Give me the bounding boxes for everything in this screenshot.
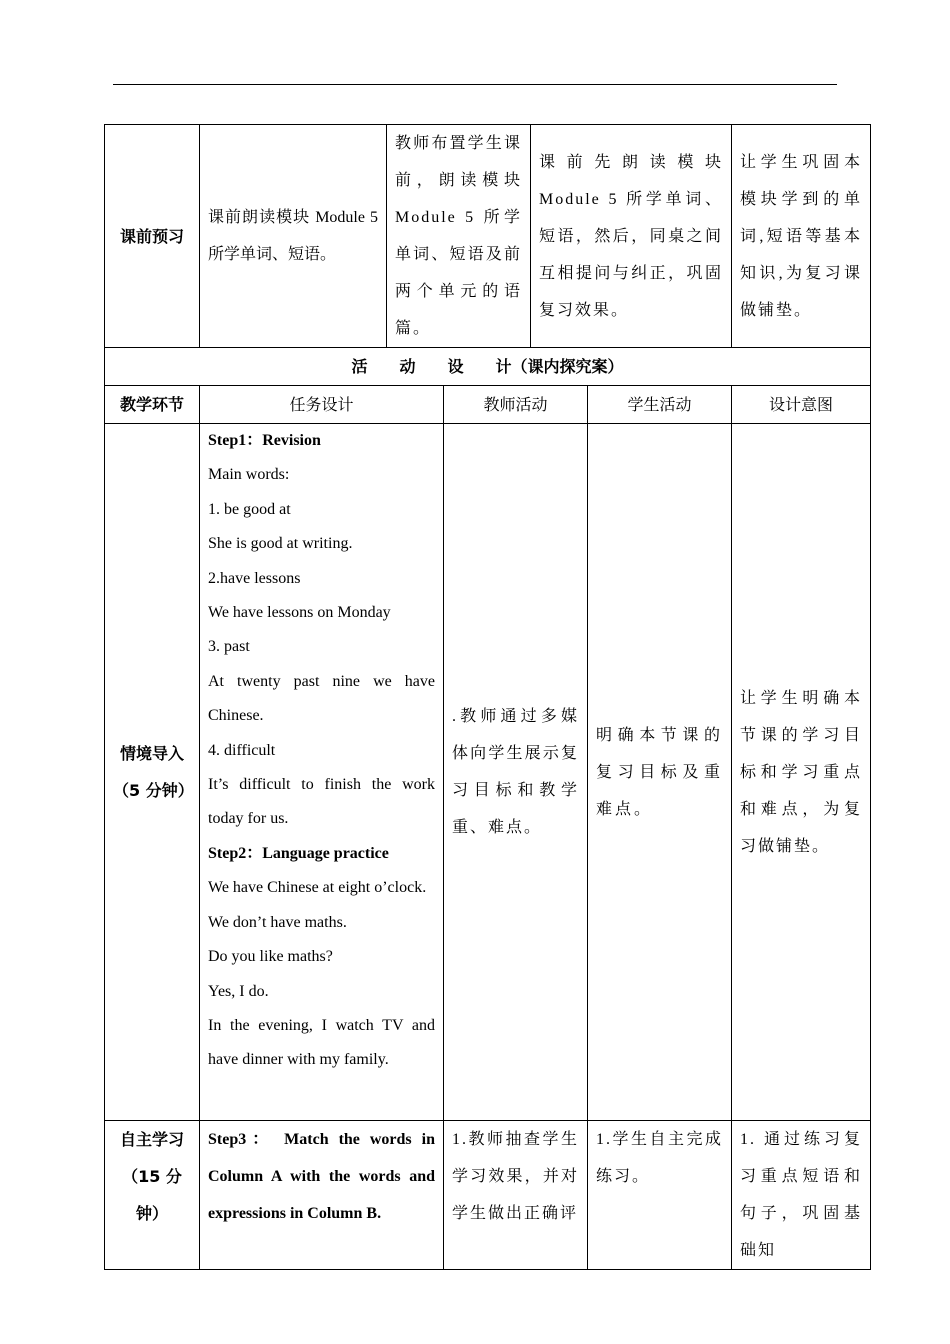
preview-intent: 让学生巩固本模块学到的单词,短语等基本知识,为复习课做铺垫。	[732, 125, 871, 348]
self-study-row	[105, 1121, 871, 1270]
preview-student: 课前先朗读模块 Module 5 所学单词、短语，然后，同桌之间互相提问与纠正，巩固复习效果。	[531, 125, 732, 348]
self-label-line2: （15 分钟）	[122, 1167, 182, 1223]
banner-char-2: 动	[399, 357, 416, 376]
header-teacher: 教师活动	[444, 386, 588, 424]
intro-label-line2: （5 分钟）	[113, 781, 194, 800]
banner-char-3: 设	[447, 357, 464, 376]
intro-task	[200, 424, 444, 1121]
header-rule	[113, 84, 837, 85]
task-line-10: It’s difficult to finish the work today for us.	[208, 776, 435, 828]
self-label-line1: 自主学习	[119, 1130, 184, 1149]
task-line-8: At twenty past nine we have Chinese.	[208, 672, 435, 725]
header-task: 任务设计	[200, 386, 444, 424]
activity-design-banner	[105, 348, 871, 386]
task-line-12: We have Chinese at eight o’clock.	[208, 879, 427, 897]
lesson-plan-table	[104, 124, 870, 1270]
header-intent: 设计意图	[732, 386, 871, 424]
task-line-6: We have lessons on Monday	[208, 604, 391, 622]
preview-label: 课前预习	[105, 125, 200, 348]
intro-label-line1: 情境导入	[119, 744, 184, 763]
header-student: 学生活动	[588, 386, 732, 424]
self-task: Step3： Match the words in Column A with the words and expressions in Column B.	[200, 1121, 444, 1270]
task-line-3: 1. be good at	[208, 500, 291, 518]
task-line-4: She is good at writing.	[208, 535, 353, 553]
self-label	[105, 1121, 200, 1270]
self-teacher: 1.教师抽查学生学习效果，并对学生做出正确评	[444, 1121, 588, 1270]
banner-char-1: 活	[351, 357, 368, 376]
task-line-15: Yes, I do.	[208, 982, 269, 1000]
task-line-14: Do you like maths?	[208, 948, 333, 966]
banner-row	[105, 348, 871, 386]
task-line-11: Step2：Language practice	[208, 844, 389, 862]
task-line-13: We don’t have maths.	[208, 913, 347, 931]
task-line-2: Main words:	[208, 466, 290, 484]
banner-char-4: 计（课内探究案）	[495, 357, 624, 376]
intro-teacher: .教师通过多媒体向学生展示复习目标和教学重、难点。	[444, 424, 588, 1121]
header-row	[105, 386, 871, 424]
preview-task: 课前朗读模块 Module 5 所学单词、短语。	[200, 125, 387, 348]
task-line-9: 4. difficult	[208, 741, 276, 759]
self-intent: 1. 通过练习复习重点短语和句子，巩固基础知	[732, 1121, 871, 1270]
task-line-7: 3. past	[208, 638, 250, 656]
task-line-1: Step1：Revision	[208, 432, 321, 449]
intro-student: 明确本节课的复习目标及重难点。	[588, 424, 732, 1121]
preview-teacher: 教师布置学生课前，朗读模块 Module 5 所学单词、短语及前两个单元的语篇。	[387, 125, 531, 348]
task-line-16: In the evening, I watch TV and have dinner with my family.	[208, 1016, 435, 1069]
intro-intent: 让学生明确本节课的学习目标和学习重点和难点，为复习做铺垫。	[732, 424, 871, 1121]
preview-row	[105, 125, 871, 348]
header-stage: 教学环节	[105, 386, 200, 424]
intro-row	[105, 424, 871, 1121]
intro-label	[105, 424, 200, 1121]
self-student: 1.学生自主完成练习。	[588, 1121, 732, 1270]
task-line-5: 2.have lessons	[208, 569, 301, 587]
